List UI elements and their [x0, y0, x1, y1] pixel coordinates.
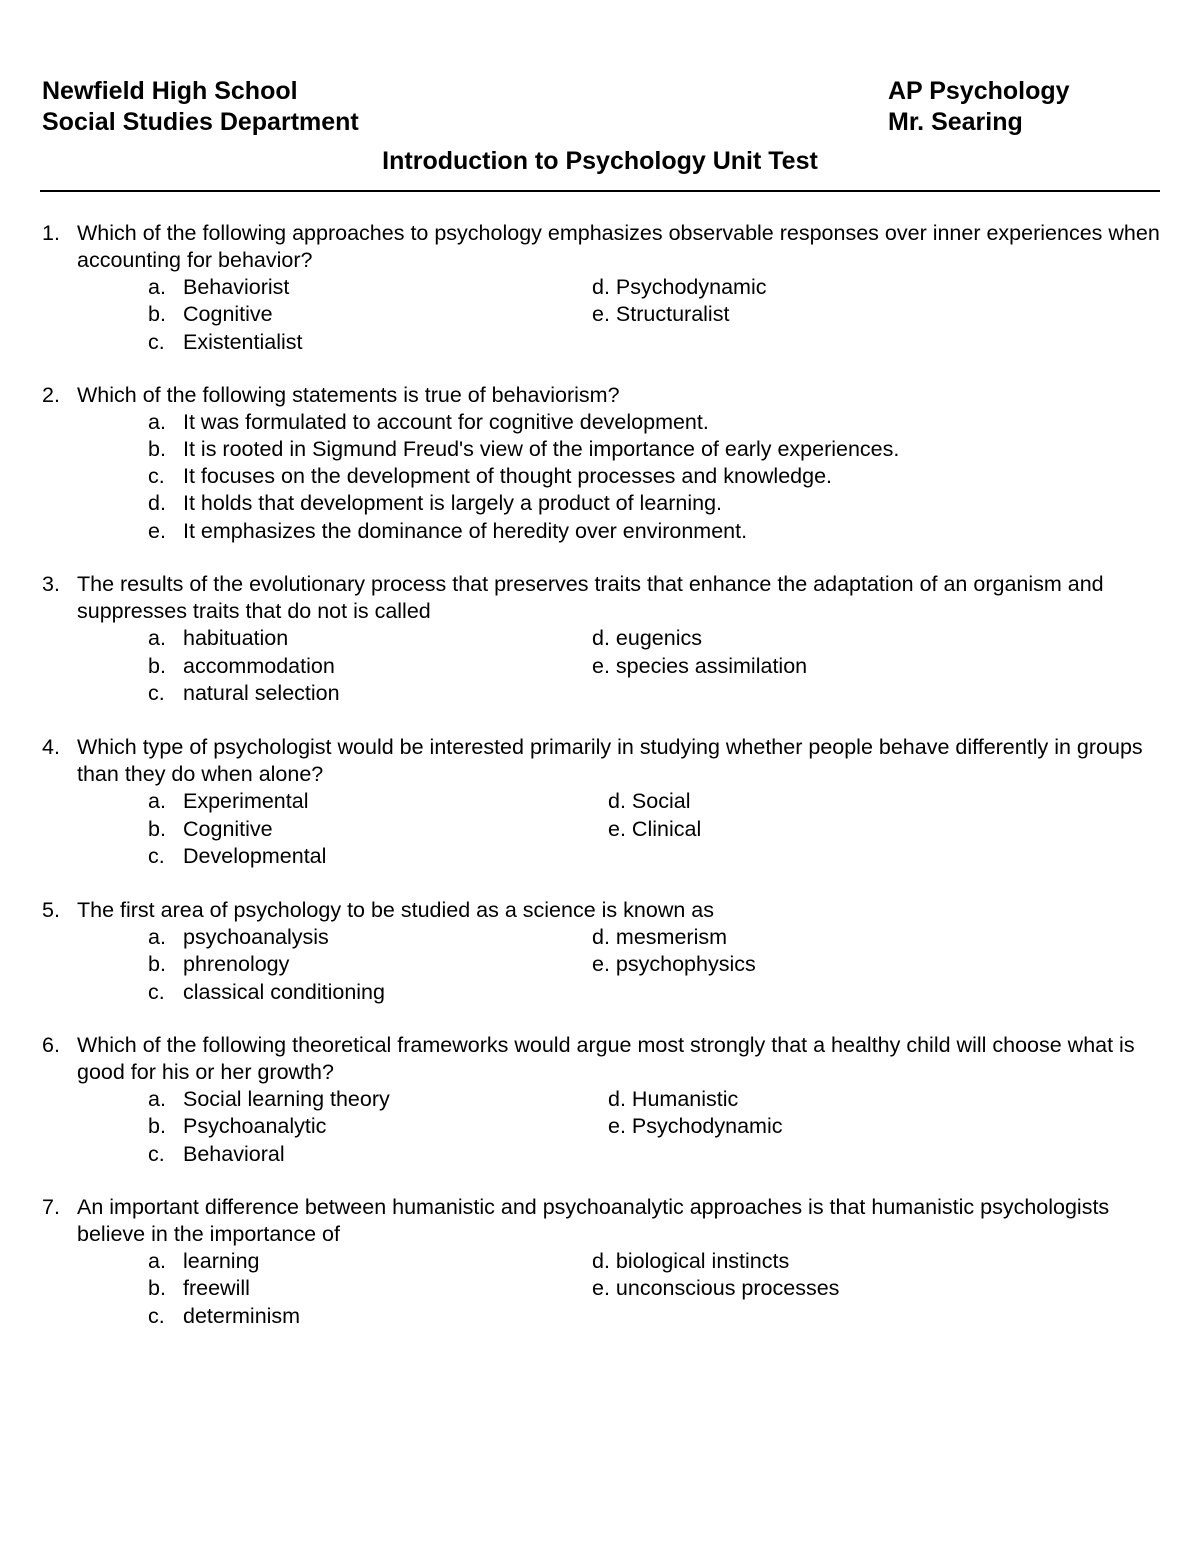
option-letter: b. [148, 654, 166, 678]
option-letter: a. [148, 925, 166, 949]
option-letter: c. [148, 1304, 165, 1328]
option-text: Clinical [631, 817, 702, 841]
option-letter: c. [148, 980, 165, 1004]
option-text: accommodation [183, 654, 335, 678]
header-divider [40, 190, 1160, 192]
option-letter: e. [592, 952, 610, 976]
question-stem: Which of the following approaches to psychology emphasizes observable responses over inner experiences when accounting for behavior? [77, 221, 1160, 272]
option-e [592, 1275, 839, 1302]
question-number: 4. [42, 735, 60, 759]
option-d [608, 1086, 738, 1113]
option-letter: c. [148, 330, 165, 354]
teacher-name: Mr. Searing [888, 108, 1023, 136]
option-text: Cognitive [183, 302, 273, 326]
option-e [608, 1113, 783, 1140]
option-text: It emphasizes the dominance of heredity over environment. [183, 519, 748, 543]
header-left-block [42, 76, 359, 138]
question-number: 7. [42, 1195, 60, 1219]
option-letter: b. [148, 1114, 166, 1138]
question-stem: Which of the following statements is true of behaviorism? [77, 383, 620, 407]
option-d [592, 274, 767, 301]
test-title: Introduction to Psychology Unit Test [382, 147, 818, 175]
option-text: It was formulated to account for cognitive development. [183, 410, 709, 434]
option-text: Social learning theory [183, 1087, 390, 1111]
option-letter: b. [148, 952, 166, 976]
option-letter: d. [592, 275, 610, 299]
option-e [592, 951, 756, 978]
option-letter: d. [608, 789, 626, 813]
option-letter: a. [148, 1087, 166, 1111]
option-text: Existentialist [183, 330, 303, 354]
option-letter: c. [148, 844, 165, 868]
department-name: Social Studies Department [42, 108, 359, 136]
option-text: unconscious processes [615, 1276, 840, 1300]
question-number: 5. [42, 898, 60, 922]
option-text: phrenology [183, 952, 290, 976]
option-text: Humanistic [631, 1087, 739, 1111]
course-name: AP Psychology [888, 77, 1070, 105]
option-text: natural selection [183, 681, 340, 705]
option-letter: d. [592, 1249, 610, 1273]
option-text: Psychodynamic [615, 275, 767, 299]
option-text: Structuralist [615, 302, 730, 326]
option-letter: b. [148, 817, 166, 841]
option-letter: b. [148, 302, 166, 326]
option-letter: c. [148, 681, 165, 705]
option-text: eugenics [615, 626, 702, 650]
option-text: Developmental [183, 844, 327, 868]
option-letter: e. [592, 654, 610, 678]
option-text: biological instincts [615, 1249, 790, 1273]
option-text: Cognitive [183, 817, 273, 841]
question-number: 6. [42, 1033, 60, 1057]
question-stem: Which type of psychologist would be interested primarily in studying whether people behave differently in groups than they do when alone? [77, 735, 1143, 786]
question-stem: Which of the following theoretical frameworks would argue most strongly that a healthy child will choose what is good for his or her growth? [77, 1033, 1135, 1084]
option-text: learning [183, 1249, 260, 1273]
question-number: 3. [42, 572, 60, 596]
option-text: determinism [183, 1304, 301, 1328]
option-text: Experimental [183, 789, 309, 813]
option-letter: c. [148, 464, 165, 488]
option-text: freewill [183, 1276, 250, 1300]
question-number: 2. [42, 383, 60, 407]
option-letter: d. [608, 1087, 626, 1111]
option-letter: e. [608, 1114, 626, 1138]
option-letter: a. [148, 410, 166, 434]
option-letter: d. [592, 925, 610, 949]
option-letter: d. [148, 491, 166, 515]
option-text: It is rooted in Sigmund Freud's view of the importance of early experiences. [183, 437, 900, 461]
option-letter: c. [148, 1142, 165, 1166]
question-stem: An important difference between humanistic and psychoanalytic approaches is that humanistic psychologists believe in the importance of [77, 1195, 1110, 1246]
option-text: psychophysics [615, 952, 756, 976]
option-text: Psychodynamic [631, 1114, 783, 1138]
option-text: habituation [183, 626, 289, 650]
option-letter: a. [148, 789, 166, 813]
question-stem: The first area of psychology to be studied as a science is known as [77, 898, 714, 922]
option-text: species assimilation [615, 654, 808, 678]
option-letter: d. [592, 626, 610, 650]
option-e [592, 653, 807, 680]
option-letter: e. [608, 817, 626, 841]
option-text: classical conditioning [183, 980, 385, 1004]
option-letter: a. [148, 1249, 166, 1273]
option-e [592, 301, 729, 328]
option-e [608, 816, 701, 843]
question-stem: The results of the evolutionary process that preserves traits that enhance the adaptation of an organism and suppresses traits that do not is called [77, 572, 1104, 623]
option-text: psychoanalysis [183, 925, 329, 949]
option-letter: e. [148, 519, 166, 543]
option-d [608, 788, 690, 815]
option-text: It holds that development is largely a product of learning. [183, 491, 723, 515]
option-text: Psychoanalytic [183, 1114, 327, 1138]
header-right-block [888, 76, 1070, 138]
option-text: Social [631, 789, 691, 813]
option-text: It focuses on the development of thought processes and knowledge. [183, 464, 833, 488]
option-letter: a. [148, 626, 166, 650]
option-d [592, 1248, 789, 1275]
option-text: Behavioral [183, 1142, 285, 1166]
school-name: Newfield High School [42, 77, 298, 105]
option-d [592, 625, 702, 652]
option-letter: b. [148, 437, 166, 461]
option-letter: e. [592, 1276, 610, 1300]
option-d [592, 924, 727, 951]
option-text: mesmerism [615, 925, 728, 949]
question-number: 1. [42, 221, 60, 245]
option-letter: b. [148, 1276, 166, 1300]
option-letter: e. [592, 302, 610, 326]
option-letter: a. [148, 275, 166, 299]
option-text: Behaviorist [183, 275, 290, 299]
